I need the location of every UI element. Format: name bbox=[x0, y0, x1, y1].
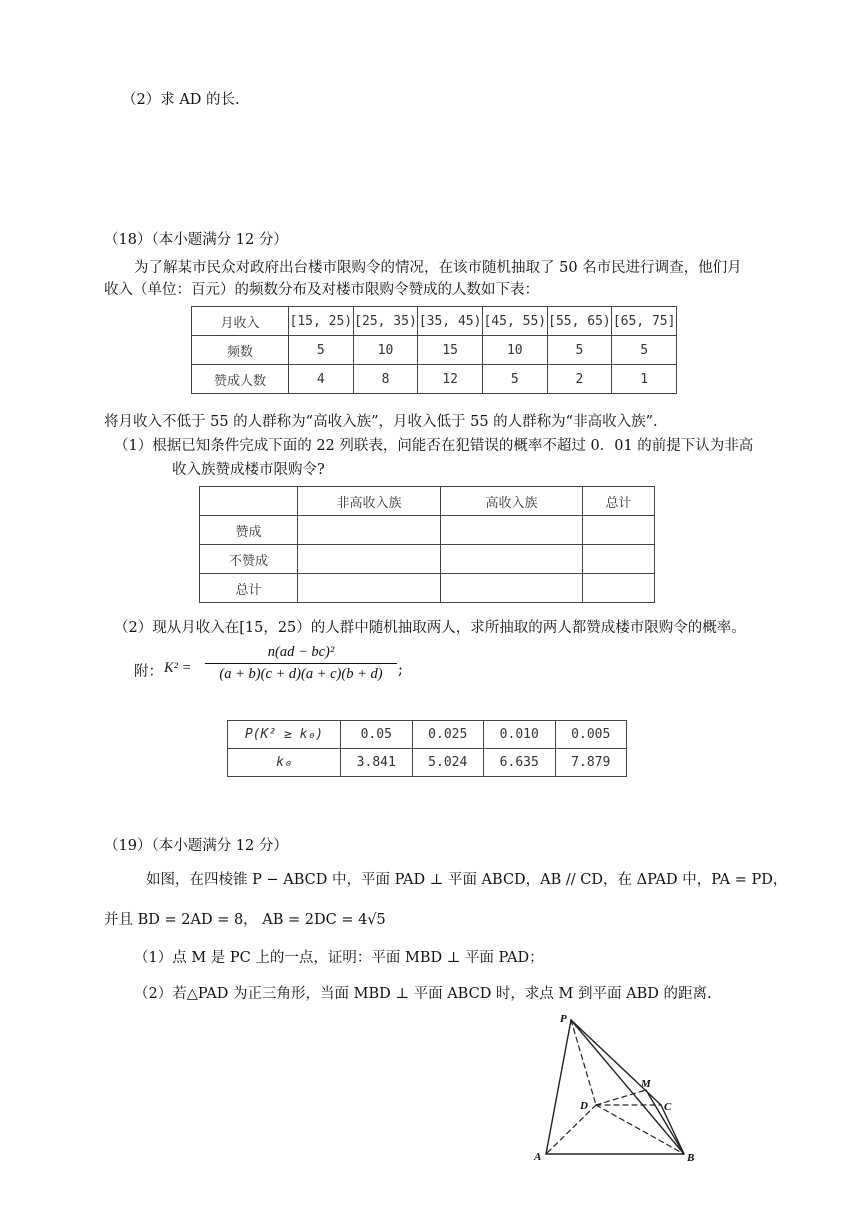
interval-cell: [25, 35) bbox=[353, 307, 418, 336]
q18-intro-line2: 收入（单位：百元）的频数分布及对楼市限购令赞成的人数如下表： bbox=[104, 282, 539, 298]
critical-value-cell: 5.024 bbox=[412, 749, 484, 777]
critical-value-cell: 6.635 bbox=[484, 749, 556, 777]
formula-lhs: K² = bbox=[164, 660, 192, 676]
table-row bbox=[228, 749, 627, 777]
table-row bbox=[192, 307, 677, 336]
critical-value-table bbox=[227, 720, 627, 777]
formula-end: ; bbox=[398, 662, 403, 678]
q19-part1: （1）点 M 是 PC 上的一点，证明：平面 MBD ⊥ 平面 PAD； bbox=[134, 950, 544, 966]
q19-line2: 并且 BD = 2AD = 8， AB = 2DC = 4√5 bbox=[104, 912, 386, 928]
row-header-probability: P(K² ≥ k₀) bbox=[228, 721, 341, 749]
frequency-cell: 10 bbox=[353, 336, 418, 365]
probability-cell: 0.005 bbox=[555, 721, 627, 749]
q18-part2: （2）现从月收入在[15，25）的人群中随机抽取两人，求所抽取的两人都赞成楼市限购令的概率。 bbox=[114, 620, 746, 636]
blank-cell bbox=[298, 574, 441, 603]
frequency-cell: 5 bbox=[547, 336, 612, 365]
q18-definition: 将月收入不低于 55 的人群称为“高收入族”，月收入低于 55 的人群称为“非高收入族”. bbox=[104, 414, 658, 430]
table-row bbox=[192, 336, 677, 365]
formula-denominator: (a + b)(c + d)(a + c)(b + d) bbox=[205, 663, 397, 683]
critical-value-cell: 7.879 bbox=[555, 749, 627, 777]
q18-part1-line1: （1）根据已知条件完成下面的 22 列联表，问能否在犯错误的概率不超过 0．01 的前提下认为非高 bbox=[114, 438, 754, 454]
blank-cell bbox=[298, 545, 441, 574]
row-header-disapprove: 不赞成 bbox=[200, 545, 298, 574]
corner-cell bbox=[200, 487, 298, 516]
probability-cell: 0.025 bbox=[412, 721, 484, 749]
label-p: P bbox=[560, 1013, 567, 1025]
edge-mb bbox=[646, 1090, 684, 1154]
interval-cell: [35, 45) bbox=[418, 307, 483, 336]
formula-numerator: n(ad − bc)² bbox=[267, 644, 335, 660]
frequency-cell: 5 bbox=[289, 336, 354, 365]
interval-cell: [55, 65) bbox=[547, 307, 612, 336]
blank-cell bbox=[583, 545, 655, 574]
pyramid-figure bbox=[524, 1008, 714, 1168]
income-frequency-table bbox=[191, 306, 677, 394]
col-header-total: 总计 bbox=[583, 487, 655, 516]
q18-header: （18）（本小题满分 12 分） bbox=[104, 232, 288, 248]
approve-cell: 4 bbox=[289, 365, 354, 394]
approve-cell: 1 bbox=[612, 365, 677, 394]
q19-header: （19）（本小题满分 12 分） bbox=[104, 838, 288, 854]
label-b: B bbox=[687, 1152, 695, 1164]
interval-cell: [15, 25) bbox=[289, 307, 354, 336]
edge-dm bbox=[596, 1090, 646, 1105]
label-c: C bbox=[664, 1101, 672, 1113]
blank-cell bbox=[441, 545, 583, 574]
q19-line1: 如图，在四棱锥 P − ABCD 中，平面 PAD ⊥ 平面 ABCD，AB // CD，在 ΔPAD 中，PA = PD， bbox=[146, 872, 788, 888]
table-row bbox=[228, 721, 627, 749]
q19-part2: （2）若△PAD 为正三角形，当面 MBD ⊥ 平面 ABCD 时，求点 M 到平面 ABD 的距离. bbox=[134, 986, 712, 1002]
table-row bbox=[200, 487, 655, 516]
approve-cell: 8 bbox=[353, 365, 418, 394]
blank-cell bbox=[441, 516, 583, 545]
table-row bbox=[200, 545, 655, 574]
probability-cell: 0.05 bbox=[341, 721, 413, 749]
formula-fraction bbox=[205, 644, 397, 683]
table-row bbox=[200, 516, 655, 545]
row-header-approve: 赞成 bbox=[200, 516, 298, 545]
interval-cell: [45, 55) bbox=[482, 307, 547, 336]
edge-pb bbox=[571, 1020, 684, 1154]
label-m: M bbox=[641, 1078, 651, 1090]
col-header-high: 高收入族 bbox=[441, 487, 583, 516]
approve-cell: 5 bbox=[482, 365, 547, 394]
label-d: D bbox=[580, 1100, 588, 1112]
q17-part2: （2）求 AD 的长. bbox=[122, 92, 240, 108]
frequency-cell: 5 bbox=[612, 336, 677, 365]
approve-cell: 12 bbox=[418, 365, 483, 394]
table-row bbox=[192, 365, 677, 394]
row-header-approve: 赞成人数 bbox=[192, 365, 289, 394]
table-row bbox=[200, 574, 655, 603]
contingency-table bbox=[199, 486, 655, 603]
blank-cell bbox=[298, 516, 441, 545]
label-a: A bbox=[534, 1151, 542, 1163]
frequency-cell: 15 bbox=[418, 336, 483, 365]
critical-value-cell: 3.841 bbox=[341, 749, 413, 777]
row-header-k0: k₀ bbox=[228, 749, 341, 777]
frequency-cell: 10 bbox=[482, 336, 547, 365]
row-header-frequency: 频数 bbox=[192, 336, 289, 365]
probability-cell: 0.010 bbox=[484, 721, 556, 749]
approve-cell: 2 bbox=[547, 365, 612, 394]
col-header-non-high: 非高收入族 bbox=[298, 487, 441, 516]
blank-cell bbox=[583, 516, 655, 545]
blank-cell bbox=[583, 574, 655, 603]
q18-intro-line1: 为了解某市民众对政府出台楼市限购令的情况，在该市随机抽取了 50 名市民进行调查，他们月 bbox=[134, 260, 742, 276]
appendix-label: 附： bbox=[134, 664, 163, 680]
q18-part1-line2: 收入族赞成楼市限购令? bbox=[172, 462, 325, 478]
row-header-total: 总计 bbox=[200, 574, 298, 603]
blank-cell bbox=[441, 574, 583, 603]
row-header-income: 月收入 bbox=[192, 307, 289, 336]
interval-cell: [65, 75] bbox=[612, 307, 677, 336]
